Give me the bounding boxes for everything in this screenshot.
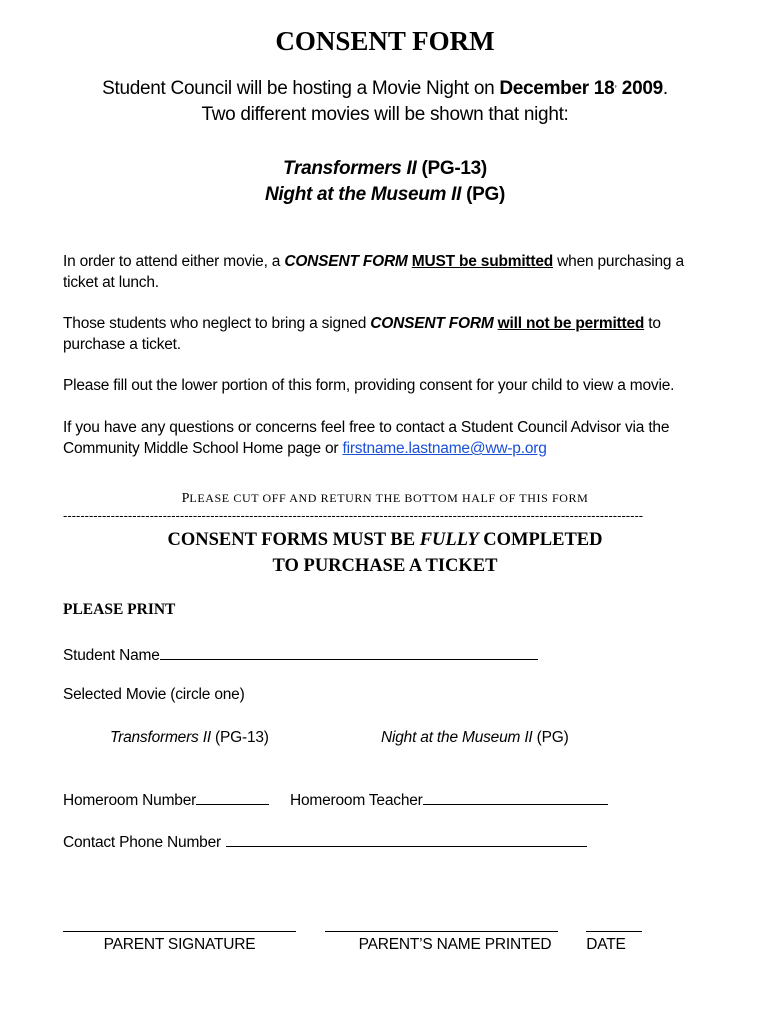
intro-text: Student Council will be hosting a Movie Night on	[102, 78, 500, 99]
text: In order to attend either movie, a	[63, 253, 285, 270]
page-title: CONSENT FORM	[275, 26, 495, 56]
paragraph-contact	[63, 417, 713, 459]
homeroom-teacher-label: Homeroom Teacher	[290, 792, 423, 809]
paragraph-submission-rule	[63, 251, 713, 293]
consent-form-emphasis: CONSENT FORM	[370, 315, 494, 332]
cut-divider: --------------------------------------------------------------------------------------------------------------------------------------	[63, 508, 644, 523]
text: when purchasing a ticket at lunch.	[63, 253, 684, 291]
movie-option-name: Night at the Museum II	[381, 729, 533, 746]
cutoff-instruction	[0, 489, 770, 507]
student-name-row	[63, 645, 538, 665]
cutoff-initial: P	[181, 491, 190, 506]
cutoff-text: LEASE CUT OFF AND RETURN THE BOTTOM HALF OF THIS FORM	[189, 491, 589, 505]
intro-period: .	[662, 78, 668, 99]
event-year: 2009	[616, 78, 663, 99]
intro-line-1	[0, 78, 770, 100]
movie-rating: (PG-13)	[416, 158, 487, 179]
selected-movie-label: Selected Movie (circle one)	[63, 686, 245, 703]
parent-name-printed-field[interactable]	[325, 931, 558, 932]
movie-option-night-at-museum[interactable]	[381, 729, 569, 747]
movie-option-rating: (PG-13)	[210, 729, 269, 746]
parent-signature-field[interactable]	[63, 931, 296, 932]
parent-signature-label: PARENT SIGNATURE	[103, 936, 256, 953]
student-name-label: Student Name	[63, 647, 160, 664]
must-be-submitted-emphasis: MUST be submitted	[411, 253, 554, 270]
paragraph-fill-out: Please fill out the lower portion of this form, providing consent for your child to view a movie.	[63, 377, 675, 394]
date-label: DATE	[586, 936, 626, 953]
paragraph-not-permitted	[63, 313, 713, 355]
consent-form-emphasis: CONSENT FORM	[284, 253, 408, 270]
intro-line-2: Two different movies will be shown that night:	[201, 104, 569, 125]
fully-emphasis: FULLY	[419, 530, 479, 550]
movie-option-rating: (PG)	[532, 729, 569, 746]
will-not-be-permitted-emphasis: will not be permitted	[497, 315, 645, 332]
please-print-label: PLEASE PRINT	[63, 601, 176, 618]
homeroom-teacher-row	[290, 790, 608, 810]
consent-heading-line-1	[0, 530, 770, 551]
date-comma: ,	[614, 78, 617, 90]
event-date: December 18	[499, 78, 615, 99]
advisor-email-link[interactable]: firstname.lastname@ww-p.org	[342, 440, 547, 457]
movie-name: Night at the Museum II	[265, 184, 462, 205]
text: CONSENT FORMS MUST BE	[167, 530, 420, 550]
homeroom-number-field[interactable]	[196, 790, 269, 805]
homeroom-teacher-field[interactable]	[423, 790, 608, 805]
movie-name: Transformers II	[283, 158, 417, 179]
contact-phone-label: Contact Phone Number	[63, 834, 221, 851]
parent-name-printed-label: PARENT’S NAME PRINTED	[358, 936, 552, 953]
movie-option-name: Transformers II	[110, 729, 211, 746]
movie-title-1	[0, 158, 770, 180]
contact-phone-row	[63, 832, 587, 852]
date-field[interactable]	[586, 931, 642, 932]
student-name-field[interactable]	[160, 645, 538, 660]
consent-heading-line-2: TO PURCHASE A TICKET	[272, 556, 498, 576]
text: COMPLETED	[478, 530, 603, 550]
homeroom-number-label: Homeroom Number	[63, 792, 197, 809]
text: If you have any questions or concerns feel free to contact a Student Council Advisor via the Community Middle School Home page or	[63, 419, 670, 457]
movie-title-2	[0, 184, 770, 206]
movie-option-transformers[interactable]	[110, 729, 269, 747]
homeroom-number-row	[63, 790, 269, 810]
movie-rating: (PG)	[461, 184, 505, 205]
contact-phone-field[interactable]	[226, 832, 587, 847]
text: Those students who neglect to bring a signed	[63, 315, 371, 332]
text: to purchase a ticket.	[63, 315, 661, 353]
